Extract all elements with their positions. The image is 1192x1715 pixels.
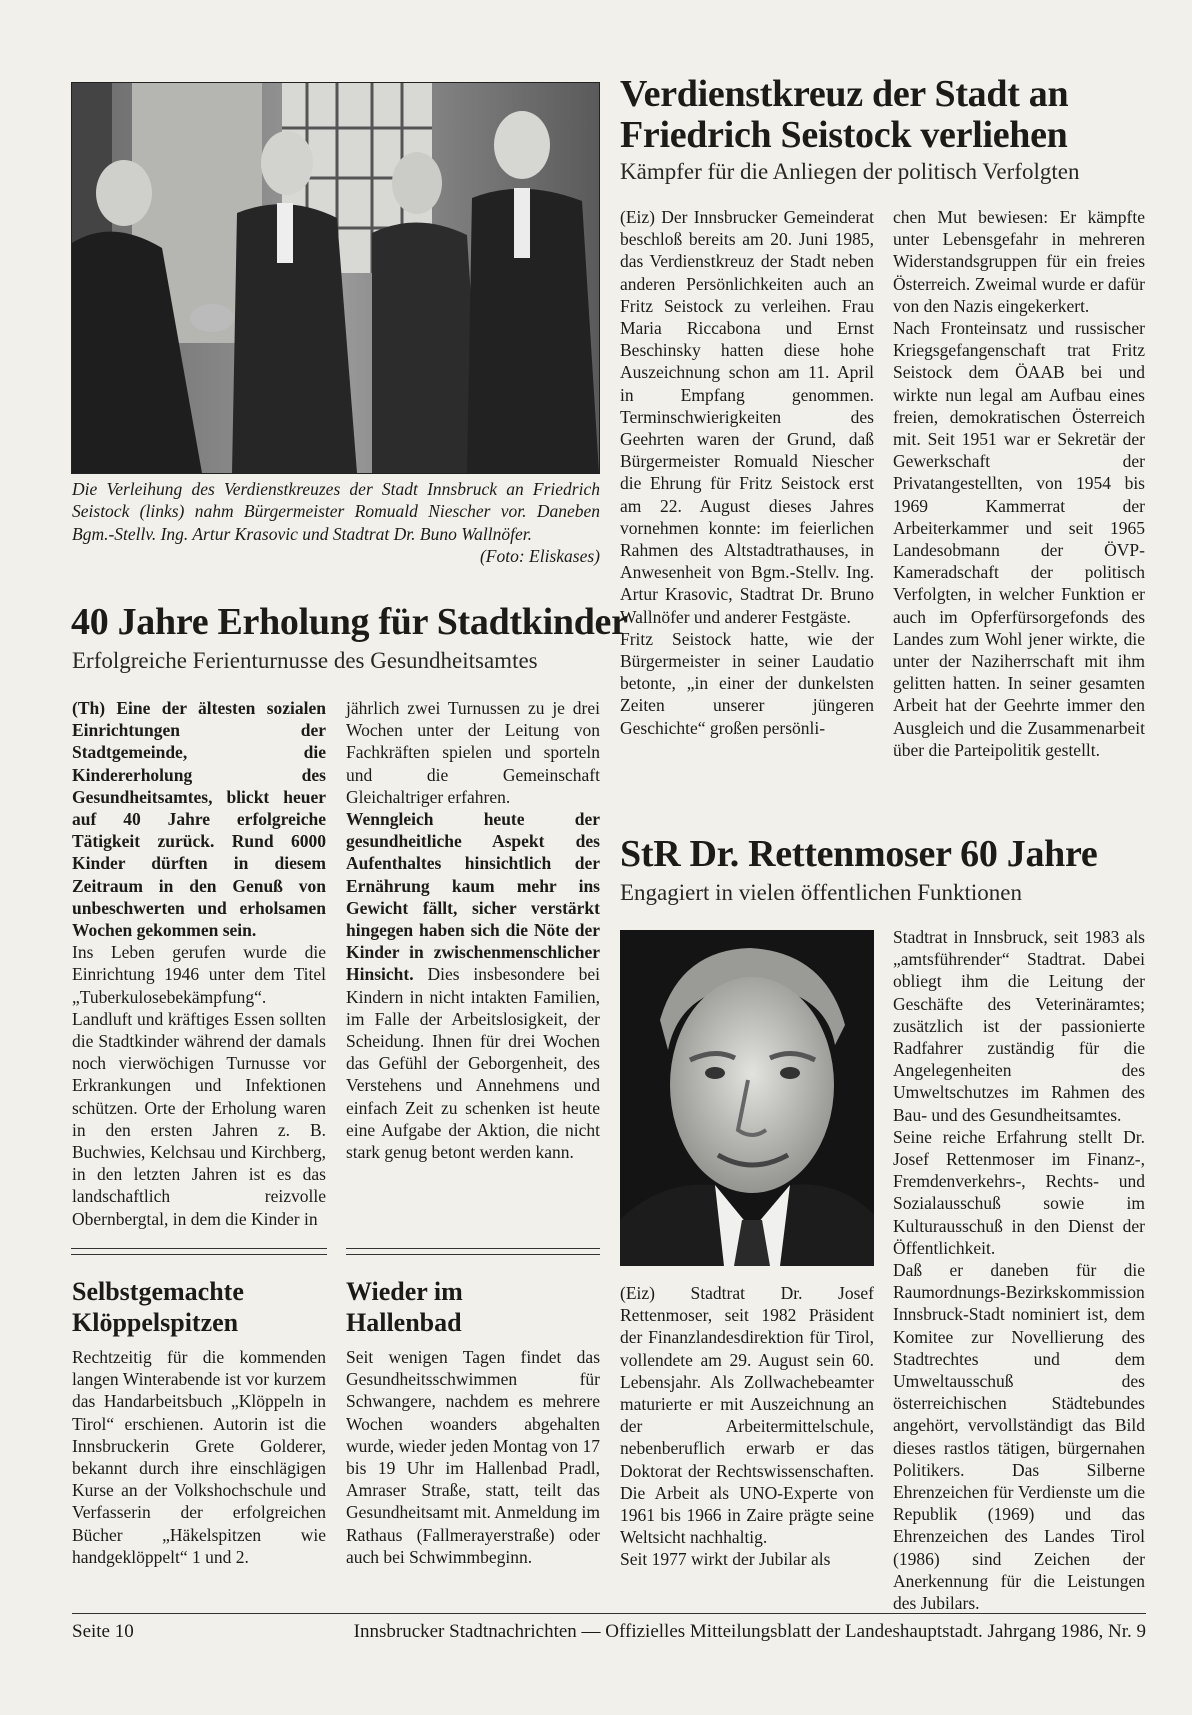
erholung-paragraph-3-end: Dies insbesondere bei Kindern in nicht intakten Familien, im Falle der Arbeitslosigkeit, der Scheidung. Ihnen für drei Wochen das Gefühl der Geborgenheit, des Verstehens und Annehmens und einfach Zeit zu schenken ist heute eine Aufgabe der Aktion, die nicht stark genug betont werden kann. bbox=[346, 964, 600, 1163]
hallenbad-text: Seit wenigen Tagen findet das Gesundheitsschwimmen für Schwangere, nachdem es mehrere Wochen woanders abgehalten wurde, wieder jeden Montag von 17 bis 19 Uhr im Hallenbad Pradl, Amraser Straße, statt, teilt das Gesundheitsamt mit. Anmeldung im Rathaus (Fallmerayerstraße) oder auch bei Schwimmbeginn. bbox=[346, 1347, 600, 1567]
erholung-subheadline: Erfolgreiche Ferienturnusse des Gesundheitsamtes bbox=[72, 648, 538, 673]
erholung-paragraph-3 bbox=[346, 808, 600, 1163]
rettenmoser-portrait bbox=[620, 930, 874, 1266]
kloeppel-text: Rechtzeitig für die kommenden langen Winterabende ist vor kurzem das Handarbeitsbuch „Klöppeln in Tirol“ erschienen. Autorin ist die Innsbruckerin Grete Golderer, bekannt durch ihre einschlägigen Kurse an der Volkshochschule und Verfasserin der erfolgreichen Bücher „Häkelspitzen wie handgeklöppelt“ 1 und 2. bbox=[72, 1347, 326, 1567]
rettenmoser-paragraph-1: (Eiz) Stadtrat Dr. Josef Rettenmoser, seit 1982 Präsident der Finanzlandesdirektion für Tirol, vollendete am 29. August sein 60. Lebensjahr. Als Zollwachebeamter maturierte er mit Auszeichnung an der Arbeitermittelschule, nebenberuflich erwarb er das Doktorat der Rechtswissenschaften. Die Arbeit als UNO-Experte von 1961 bis 1966 in Zaire prägte seine Weltsicht nachhaltig. bbox=[620, 1283, 874, 1548]
ceremony-photo-illustration bbox=[72, 83, 599, 473]
erholung-headline: 40 Jahre Erholung für Stadtkinder bbox=[71, 601, 628, 643]
verdienstkreuz-headline: Verdienstkreuz der Stadt an Friedrich Seistock verliehen bbox=[620, 73, 1069, 156]
verdienstkreuz-column-2 bbox=[893, 206, 1145, 761]
portrait-illustration bbox=[620, 930, 874, 1266]
rettenmoser-headline: StR Dr. Rettenmoser 60 Jahre bbox=[620, 833, 1098, 875]
ceremony-photo bbox=[71, 82, 600, 474]
rettenmoser-paragraph-5: Daß er daneben für die Raumordnungs-Bezirkskommission Innsbruck-Stadt nominiert ist, dem Komitee zur Novellierung des Stadtrechtes und dem Umweltausschuß des österreichischen Städtebundes angehört, vervollständigt das Bild dieses rastlos tätigen, bürgernahen Politikers. Das Silberne Ehrenzeichen für Verdienste um die Republik (1969) und das Ehrenzeichen des Landes Tirol (1986) sind Zeichen der Anerkennung für die Leistungen des Jubilars. bbox=[893, 1260, 1145, 1614]
verdienstkreuz-paragraph-1: (Eiz) Der Innsbrucker Gemeinderat beschloß bereits am 20. Juni 1985, das Verdienstkreuz der Stadt neben anderen Persönlichkeiten auch an Fritz Seistock zu verleihen. Frau Maria Riccabona und Ernst Beschinsky hatten diese hohe Auszeichnung schon am 11. April in Empfang genommen. Terminschwierigkeiten des Geehrten waren der Grund, daß Bürgermeister Romuald Niescher die Ehrung für Fritz Seistock erst am 22. August dieses Jahres vornehmen konnte: im feierlichen Rahmen des Altstadtrathauses, in Anwesenheit von Bgm.-Stellv. Ing. Artur Krasovic, Stadtrat Dr. Bruno Wallnöfer und anderer Festgäste. bbox=[620, 207, 874, 627]
ceremony-caption-text: Die Verleihung des Verdienstkreuzes der Stadt Innsbruck an Friedrich Seistock (links) nahm Bürgermeister Romuald Niescher vor. Daneben Bgm.-Stellv. Ing. Artur Krasovic und Stadtrat Dr. Buno Wallnöfer. bbox=[72, 479, 600, 544]
rettenmoser-paragraph-2: Seit 1977 wirkt der Jubilar als bbox=[620, 1549, 831, 1570]
publication-info: Innsbrucker Stadtnachrichten — Offizielles Mitteilungsblatt der Landeshauptstadt. Jahrgang 1986, Nr. 9 bbox=[353, 1621, 1146, 1642]
separator-left bbox=[71, 1248, 327, 1255]
erholung-paragraph-2: jährlich zwei Turnussen zu je drei Wochen unter der Leitung von Fachkräften spielen und sporteln und die Gemeinschaft Gleichaltriger erfahren. bbox=[346, 698, 600, 807]
erholung-lead: (Th) Eine der ältesten sozialen Einrichtungen der Stadtgemeinde, die Kindererholung des Gesundheitsamtes, blickt heuer auf 40 Jahre erfolgreiche Tätigkeit zurück. Rund 6000 Kinder dürften in diesem Zeitraum in den Genuß von unbeschwerten und erholsamen Wochen gekommen sein. bbox=[72, 698, 326, 941]
kloeppel-headline: Selbstgemachte Klöppelspitzen bbox=[72, 1277, 244, 1337]
separator-middle bbox=[346, 1248, 600, 1255]
verdienstkreuz-column-1 bbox=[620, 206, 874, 739]
rettenmoser-column-1 bbox=[620, 1282, 874, 1571]
erholung-column-2 bbox=[346, 697, 600, 1163]
erholung-column-1 bbox=[72, 697, 326, 1230]
ceremony-photo-caption bbox=[72, 478, 600, 567]
erholung-bold-text: Wenngleich heute der gesundheitliche Aspekt des Aufenthaltes hinsichtlich der Ernährung kaum mehr ins Gewicht fällt, sicher verstärkt hingegen haben sich die Nöte der Kinder in zwischenmenschlicher Hinsicht. bbox=[346, 809, 600, 985]
page-number: Seite 10 bbox=[72, 1621, 134, 1642]
erholung-paragraph-1: Ins Leben gerufen wurde die Einrichtung 1946 unter dem Titel „Tuberkulosebekämpfung“. Landluft und kräftiges Essen sollten die Stadtkinder während der damals noch vierwöchigen Turnusse vor Erkrankungen und Infektionen schützen. Orte der Erholung waren in den ersten Jahren z. B. Buchwies, Kelchsau und Kirchberg, in den letzten Jahren ist es das landschaftlich reizvolle Obernbergtal, in dem die Kinder in bbox=[72, 942, 326, 1229]
rettenmoser-subheadline: Engagiert in vielen öffentlichen Funktionen bbox=[620, 880, 1022, 905]
rettenmoser-column-2 bbox=[893, 926, 1145, 1614]
page-footer bbox=[72, 1613, 1146, 1644]
hallenbad-headline: Wieder im Hallenbad bbox=[346, 1277, 463, 1337]
verdienstkreuz-paragraph-4: Nach Fronteinsatz und russischer Kriegsgefangenschaft trat Fritz Seistock dem ÖAAB bei und wirkte nun legal am Aufbau eines freien, demokratischen Österreich mit. Seit 1951 war er Sekretär der Gewerkschaft der Privatangestellten, von 1954 bis 1969 Kammerrat der Arbeiterkammer und seit 1965 Landesobmann der ÖVP-Kameradschaft der politisch Verfolgten, in welcher Funktion er auch im Opferfürsorgefonds des Landes zum Wohl jener wirkte, die unter der Naziherrschaft mit ihm gelitten hatten. In seiner gesamten Arbeit hat der Geehrte immer den Ausgleich und die Zusammenarbeit über die Parteipolitik gestellt. bbox=[893, 318, 1145, 760]
verdienstkreuz-paragraph-3: chen Mut bewiesen: Er kämpfte unter Lebensgefahr in mehreren Widerstandsgruppen für ein freies Österreich. Zweimal wurde er dafür von den Nazis eingekerkert. bbox=[893, 207, 1145, 316]
verdienstkreuz-subheadline: Kämpfer für die Anliegen der politisch Verfolgten bbox=[620, 159, 1080, 184]
photo-credit: (Foto: Eliskases) bbox=[479, 545, 600, 566]
rettenmoser-paragraph-4: Seine reiche Erfahrung stellt Dr. Josef Rettenmoser im Finanz-, Fremdenverkehrs-, Rechts- und Sozialausschuß sowie im Kulturausschuß in den Dienst der Öffentlichkeit. bbox=[893, 1126, 1145, 1258]
rettenmoser-paragraph-3: Stadtrat in Innsbruck, seit 1983 als „amtsführender“ Stadtrat. Dabei obliegt ihm die Leitung der Geschäfte des Veterinäramtes; zusätzlich ist der passionierte Radfahrer zuständig für die Angelegenheiten des Umweltschutzes im Rahmen des Bau- und des Gesundheitsamtes. bbox=[893, 927, 1145, 1125]
verdienstkreuz-paragraph-2: Fritz Seistock hatte, wie der Bürgermeister in seiner Laudatio betonte, „in einer der dunkelsten Zeiten unserer jüngeren Geschichte“ großen persönli- bbox=[620, 628, 874, 738]
